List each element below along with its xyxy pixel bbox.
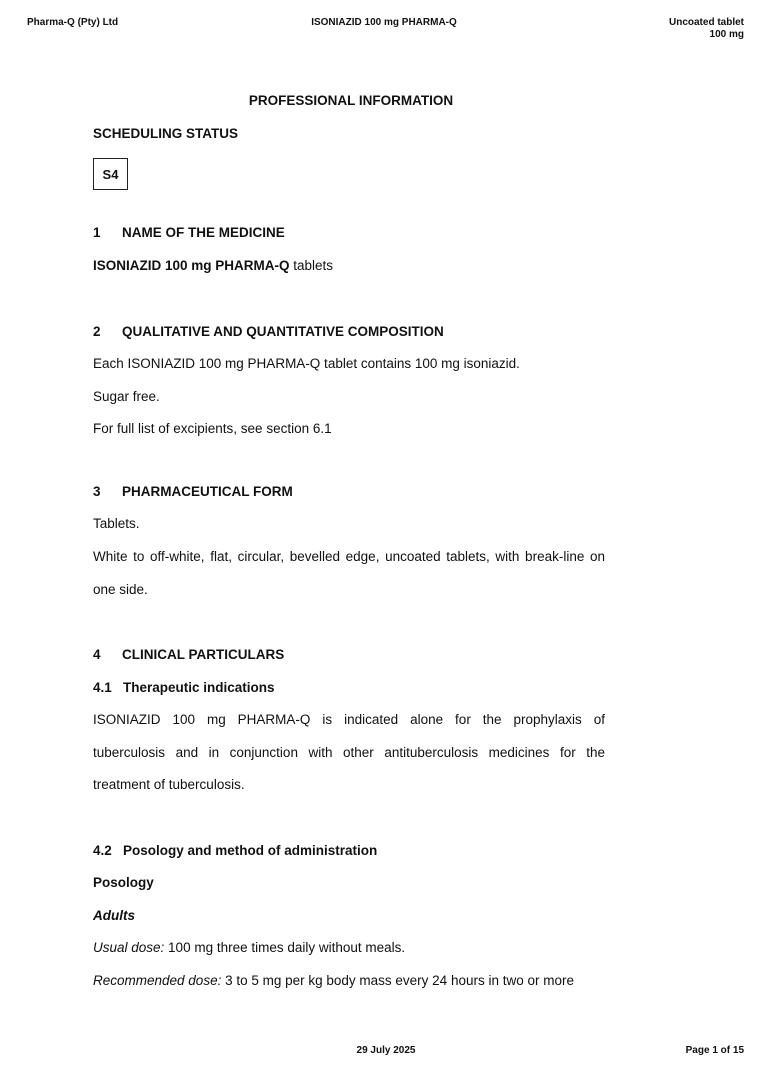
recommended-dose [93, 972, 574, 990]
header-form-line2: 100 mg [709, 29, 744, 40]
paragraph: Sugar free. [93, 389, 160, 404]
section-title: CLINICAL PARTICULARS [122, 647, 285, 662]
header-form [669, 17, 744, 41]
scheduling-heading: SCHEDULING STATUS [93, 126, 238, 141]
medicine-name-bold: ISONIAZID 100 mg PHARMA-Q [93, 258, 290, 273]
paragraph: Tablets. [93, 516, 140, 531]
section-3-heading [93, 483, 293, 501]
subsection-title: Posology and method of administration [123, 843, 378, 858]
header-form-line1: Uncoated tablet [668, 17, 744, 28]
paragraph-line: ISONIAZID 100 mg PHARMA-Q is indicated alone for the prophylaxis of [93, 712, 605, 727]
section-number: 3 [93, 484, 101, 499]
subsection-4-2-heading [93, 842, 377, 860]
recommended-dose-text: 3 to 5 mg per kg body mass every 24 hours in two or more [221, 973, 574, 988]
subsection-4-1-heading [93, 679, 275, 697]
recommended-dose-label: Recommended dose: [93, 973, 222, 988]
section-2-heading [93, 323, 444, 341]
usual-dose-text: 100 mg three times daily without meals. [164, 940, 406, 955]
footer-page-number: Page 1 of 15 [685, 1045, 744, 1056]
section-number: 2 [93, 324, 101, 339]
paragraph-line: tuberculosis and in conjunction with other antituberculosis medicines for the [93, 745, 605, 760]
section-number: 1 [93, 225, 101, 240]
document-title: PROFESSIONAL INFORMATION [248, 93, 454, 108]
header-company: Pharma-Q (Pty) Ltd [27, 17, 119, 28]
footer-date: 29 July 2025 [356, 1045, 416, 1056]
subsection-number: 4.1 [93, 680, 112, 695]
medicine-name [93, 257, 333, 275]
medicine-name-rest: tablets [289, 258, 334, 273]
subsection-title: Therapeutic indications [123, 680, 275, 695]
section-title: PHARMACEUTICAL FORM [122, 484, 293, 499]
section-4-heading [93, 646, 284, 664]
paragraph-line: treatment of tuberculosis. [93, 777, 245, 792]
schedule-box: S4 [93, 158, 128, 190]
paragraph: For full list of excipients, see section 6.1 [93, 421, 332, 436]
paragraph-line: one side. [93, 582, 148, 597]
section-title: QUALITATIVE AND QUANTITATIVE COMPOSITION [122, 324, 444, 339]
usual-dose [93, 939, 405, 957]
posology-heading: Posology [93, 875, 154, 890]
adults-heading: Adults [93, 908, 135, 923]
section-title: NAME OF THE MEDICINE [122, 225, 285, 240]
paragraph-line: White to off-white, flat, circular, bevelled edge, uncoated tablets, with break-line on [93, 549, 605, 564]
header-product: ISONIAZID 100 mg PHARMA-Q [311, 17, 457, 28]
usual-dose-label: Usual dose: [93, 940, 165, 955]
paragraph: Each ISONIAZID 100 mg PHARMA-Q tablet contains 100 mg isoniazid. [93, 356, 520, 371]
section-1-heading [93, 224, 285, 242]
subsection-number: 4.2 [93, 843, 112, 858]
section-number: 4 [93, 647, 101, 662]
